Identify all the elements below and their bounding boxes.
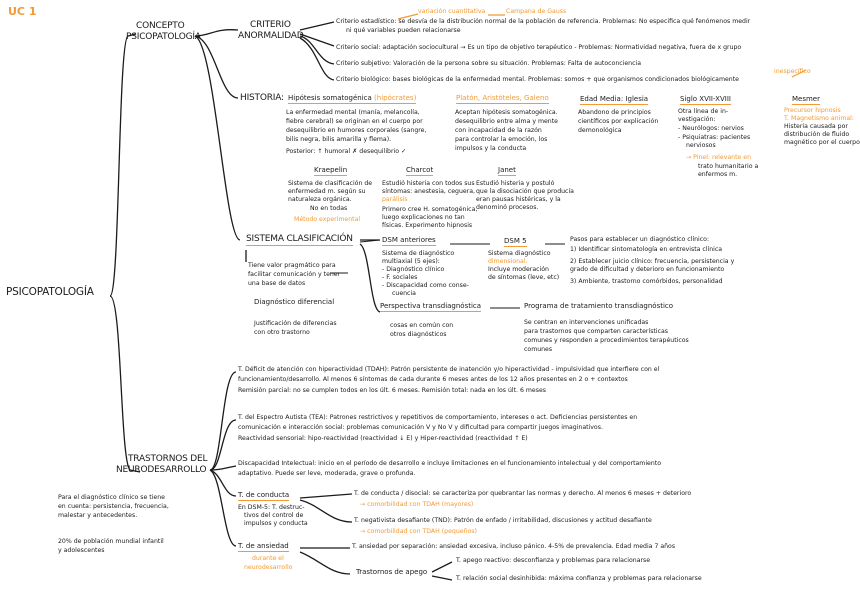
janet-line-3: eran pausas histéricas, y la <box>476 196 561 203</box>
platon-line-5: impulsos y la conducta <box>455 145 527 152</box>
pasos-line-2: 2) Establecer juicio clínico: frecuencia, persistencia y <box>570 258 735 265</box>
conducta-sub-2: tivos del control de <box>244 512 304 519</box>
criterio-title-1: CRITERIO <box>250 20 291 30</box>
valor-line-2: facilitar comunicación y tener <box>248 271 341 278</box>
dsm-ant-line-5: - Discapacidad como conse- <box>382 282 469 289</box>
diag-clinico-line-1: Para el diagnóstico clínico se tiene <box>58 494 165 501</box>
tdah-line-3: Remisión parcial: no se cumplen todos en los últ. 6 meses. Remisión total: nada en los últ. 6 meses <box>238 387 546 394</box>
kraepelin-heading: Kraepelin <box>314 166 347 176</box>
hipocrates-line-5: Posterior: ↑ humoral ✗ desequilibrio ✓ <box>286 148 407 155</box>
charcot-heading: Charcot <box>406 166 433 176</box>
edad-line-2: científicos por explicación <box>578 118 659 125</box>
dsm5-line-3: Incluye moderación <box>488 266 549 273</box>
unit-label: UC 1 <box>8 5 37 18</box>
siglo-heading: Siglo XVII-XVIII <box>680 95 731 105</box>
centran-line-3: comunes y responden a procedimientos terapéuticos <box>524 337 689 344</box>
hipocrates-line-4: bilis negra, bilis amarilla y flema). <box>286 136 392 143</box>
dsm-ant-line-4: - F. sociales <box>382 274 418 281</box>
variacion-note: variación cuantitativa <box>418 8 486 15</box>
ansiedad-sub-1: durante el <box>252 555 284 562</box>
dsm-ant-line-1: Sistema de diagnóstico <box>382 250 455 257</box>
platon-line-2: desequilibrio entre alma y mente <box>455 118 558 125</box>
apego-heading: Trastornos de apego <box>356 568 428 576</box>
conducta-line-2: → comorbilidad con TDAH (mayores) <box>360 501 474 508</box>
siglo-line-7: trato humanitario a <box>698 163 759 170</box>
di-line-1: Discapacidad Intelectual: inicio en el período de desarrollo e incluye limitaciones en el funcionamiento intelectual y del comportamiento <box>238 460 661 467</box>
conducta-line-3: T. negativista desafiante (TND): Patrón de enfado / irritabilidad, discusiones y actitud desafiante <box>354 517 652 524</box>
hipocrates-line-3: desequilibrio en humores corporales (sangre, <box>286 127 427 134</box>
porcentaje-line-2: y adolescentes <box>58 547 105 554</box>
conducta-line-1: T. de conducta / disocial: se caracteriza por quebrantar las normas y derecho. Al menos 6 meses + deterioro <box>354 490 692 497</box>
tdah-line-1: T. Déficit de atención con hiperactividad (TDAH): Patrón persistente de inatención y/o hiperactividad - impulsividad que interfiere con el <box>238 366 660 373</box>
ansiedad-line-1: T. ansiedad por separación: ansiedad excesiva, incluso pánico. 4-5% de prevalencia. Edad media 7 años <box>352 543 676 550</box>
charcot-line-3: parálisis <box>382 196 408 203</box>
dsm-ant-line-3: - Diagnóstico clínico <box>382 266 445 273</box>
siglo-line-8: enfermos m. <box>698 171 738 178</box>
hipocrates-name: (hipócrates) <box>374 94 417 102</box>
criterio-subjetivo: Criterio subjetivo: Valoración de la persona sobre su situación. Problemas: Falta de autoconciencia <box>336 60 642 67</box>
di-line-2: adaptativo. Puede ser leve, moderada, grave o profunda. <box>238 470 416 477</box>
edad-line-1: Abandono de principios <box>578 109 651 116</box>
mesmer-line-1: Precursor hipnosis <box>784 107 841 114</box>
tea-line-3: Reactividad sensorial: hipo-reactividad (reactividad ↓ E) y Hiper-reactividad (reactividad ↑ E) <box>238 435 528 442</box>
dsm-ant-line-2: multiaxial (5 ejes): <box>382 258 440 265</box>
mesmer-line-2: T. Magnetismo animal: <box>784 115 854 122</box>
diag-clinico-line-2: en cuenta: persistencia, frecuencia, <box>58 503 169 510</box>
mesmer-line-4: distribución de fluido <box>784 131 850 138</box>
criterio-biologico: Criterio biológico: bases biológicas de la enfermedad mental. Problemas: somos + que organismos condicionados biológicamente <box>336 76 739 83</box>
diag-clinico-line-3: malestar y antecedentes. <box>58 512 138 519</box>
tdah-line-2: funcionamiento/desarrollo. Al menos 6 síntomas de cada durante 6 meses antes de los 12 años presentes en 2 o + contextos <box>238 376 628 383</box>
platon-line-1: Aceptan hipótesis somatogénica. <box>455 109 558 116</box>
platon-line-4: para controlar la emoción, los <box>455 136 548 143</box>
conducta-line-4: → comorbilidad con TDAH (pequeños) <box>360 528 477 535</box>
concepto-title-2: PSICOPATOLOGÍA <box>126 32 201 42</box>
kraepelin-line-1: Sistema de clasificación de <box>288 180 373 187</box>
dsm-ant-line-6: cuencia <box>392 290 416 297</box>
mesmer-line-3: Histeria causada por <box>784 123 848 130</box>
programa-heading: Programa de tratamiento transdiagnóstico <box>524 302 674 310</box>
pasos-line-1: 1) Identificar sintomatología en entrevista clínica <box>570 246 723 253</box>
charcot-line-4: Primero cree H. somatogénica, <box>382 206 478 213</box>
dsm5-line-4: de síntomas (leve, etc) <box>488 274 560 281</box>
justificacion-line-1: Justificación de diferencias <box>254 320 337 327</box>
inespecifico-note: inespecífico <box>774 68 811 75</box>
cosas-line-1: cosas en común con <box>390 322 454 329</box>
kraepelin-line-5: Método experimental <box>294 216 361 223</box>
mesmer-heading: Mesmer <box>792 95 820 105</box>
apego-line-1: T. apego reactivo: desconfianza y problemas para relacionarse <box>456 557 651 564</box>
platon-line-3: con incapacidad de la razón <box>455 127 542 134</box>
edad-media-heading: Edad Media: Iglesia <box>580 95 648 105</box>
pasos-line-3: grado de dificultad y deterioro en funcionamiento <box>570 266 725 273</box>
hipocrates-heading-text: Hipótesis somatogénica <box>288 94 372 102</box>
ansiedad-heading: T. de ansiedad <box>238 542 289 552</box>
concepto-title-1: CONCEPTO <box>136 21 185 31</box>
janet-line-2: que la disociación que producía <box>476 188 574 195</box>
tea-line-2: comunicación e interacción social: problemas comunicación V y No V y dificultad para compartir juegos imaginativos. <box>238 424 603 431</box>
pasos-line-4: 3) Ambiente, trastorno comórbidos, personalidad <box>570 278 723 285</box>
siglo-line-3: - Neurólogos: nervios <box>678 125 744 132</box>
valor-line-1: Tiene valor pragmático para <box>248 262 336 269</box>
kraepelin-line-4: No en todas <box>310 205 348 212</box>
criterio-estadistico: Criterio estadístico: se desvía de la distribución normal de la población de referencia. Problemas: No especifica qué fenómenos medir <box>336 18 751 25</box>
dsm5-heading: DSM 5 <box>504 237 527 247</box>
valor-line-3: una base de datos <box>248 280 306 287</box>
criterio-title-2: ANORMALIDAD <box>238 31 304 41</box>
janet-heading: Janet <box>498 166 516 176</box>
ansiedad-sub-2: neurodesarrollo <box>244 564 293 571</box>
kraepelin-line-2: enfermedad m. según su <box>288 188 366 195</box>
apego-line-2: T. relación social desinhibida: máxima confianza y problemas para relacionarse <box>456 575 702 582</box>
centran-line-2: para trastornos que comparten características <box>524 328 668 335</box>
janet-line-4: denominó procesos. <box>476 204 539 211</box>
siglo-line-6: → Pinel: relevante en <box>686 154 752 161</box>
edad-line-3: demonológica <box>578 127 622 134</box>
hipocrates-heading <box>288 94 416 104</box>
tea-line-1: T. del Espectro Autista (TEA): Patrones restrictivos y repetitivos de comportamiento, intereses o act. Deficiencias persistentes en <box>238 414 638 421</box>
main-title: PSICOPATOLOGÍA <box>6 286 94 298</box>
siglo-line-2: vestigación: <box>678 116 716 123</box>
siglo-line-5: nerviosos <box>686 142 716 149</box>
kraepelin-line-3: naturaleza orgánica. <box>288 196 352 203</box>
dsm5-line-2: dimensional. <box>488 258 528 265</box>
janet-line-1: Estudió histeria y postuló <box>476 180 555 187</box>
pasos-heading: Pasos para establecer un diagnóstico clínico: <box>570 236 710 243</box>
siglo-line-4: - Psiquiatras: pacientes <box>678 134 751 141</box>
charcot-line-6: físicas. Experimento hipnosis <box>382 222 473 229</box>
conducta-heading: T. de conducta <box>238 491 289 501</box>
conducta-sub-3: impulsos y conducta <box>244 520 308 527</box>
charcot-line-1: Estudió histeria con todos sus <box>382 180 475 187</box>
mesmer-line-5: magnético por el cuerpo <box>784 139 860 146</box>
dsm5-line-1: Sistema diagnóstico <box>488 250 551 257</box>
sistema-title: SISTEMA CLASIFICACIÓN <box>246 234 353 246</box>
campana-note: Campana de Gauss <box>506 8 567 15</box>
charcot-line-2: síntomas: anestesia, ceguera, <box>382 188 475 195</box>
criterio-estadistico-2: ni qué variables pueden relacionarse <box>346 27 461 34</box>
hipocrates-line-2: fiebre cerebral) se originan en el cuerpo por <box>286 118 423 125</box>
historia-title: HISTORIA: <box>240 93 284 103</box>
justificacion-line-2: con otro trastorno <box>254 329 310 336</box>
centran-line-4: comunes <box>524 346 553 353</box>
centran-line-1: Se centran en intervenciones unificadas <box>524 319 649 326</box>
siglo-line-1: Otra línea de in- <box>678 108 729 115</box>
dsm-anteriores-heading: DSM anteriores <box>382 236 436 246</box>
diagnostico-diferencial: Diagnóstico diferencial <box>254 298 335 306</box>
cosas-line-2: otros diagnósticos <box>390 331 447 338</box>
perspectiva-heading: Perspectiva transdiagnóstica <box>380 302 481 312</box>
trastornos-title-2: NEURODESARROLLO <box>116 465 207 475</box>
criterio-social: Criterio social: adaptación sociocultural → Es un tipo de objetivo terapéutico - Problemas: Normatividad negativa, fuera de x grupo <box>336 44 742 51</box>
porcentaje-line-1: 20% de población mundial infantil <box>58 538 164 545</box>
platon-heading: Platón, Aristóteles, Galeno <box>456 94 549 104</box>
hipocrates-line-1: La enfermedad mental (manía, melancolía, <box>286 109 420 116</box>
conducta-sub-1: En DSM-5: T. destruc- <box>238 504 305 511</box>
charcot-line-5: luego explicaciones no tan <box>382 214 465 221</box>
trastornos-title-1: TRASTORNOS DEL <box>128 454 208 464</box>
